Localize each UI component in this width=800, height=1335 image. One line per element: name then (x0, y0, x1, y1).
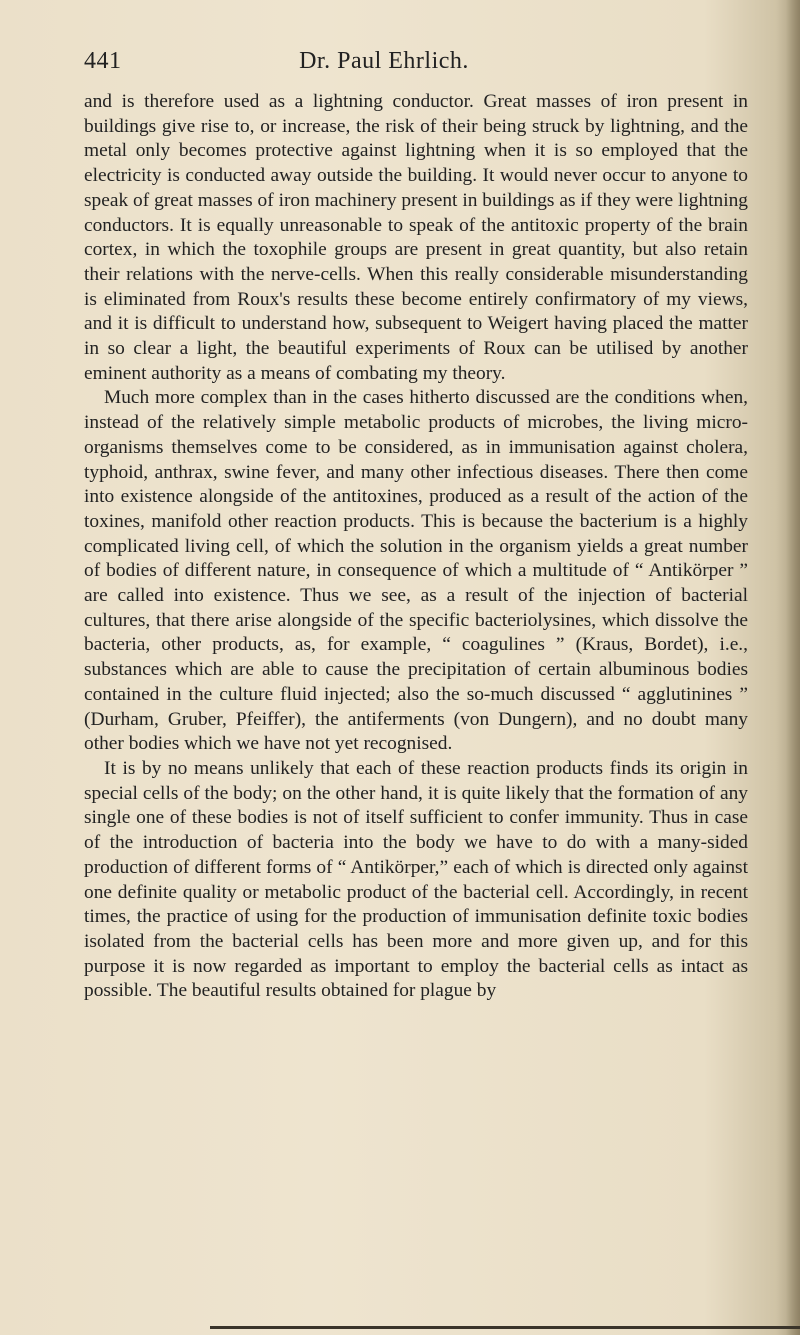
page-header (84, 48, 684, 84)
bottom-rule (210, 1326, 800, 1329)
paragraph-lightning-conductor: and is therefore used as a lightning conductor. Great masses of iron present in buildings give rise to, or increase, the risk of their being struck by lightning, and the metal only becomes protective against lightning when it is so employed that the electricity is conducted away outside the building. It would never occur to anyone to speak of great masses of iron machinery present in buildings as if they were lightning conductors. It is equally unreasonable to speak of the antitoxic property of the brain cortex, in which the toxophile groups are present in great quantity, but also retain their relations with the nerve-cells. When this really considerable misunderstanding is eliminated from Roux's results these become entirely confirmatory of my views, and it is difficult to understand how, subsequent to Weigert having placed the matter in so clear a light, the beautiful experiments of Roux can be utilised by another eminent authority as a means of combating my theory. (84, 91, 748, 384)
body-text (84, 90, 748, 1004)
page-edge-shadow (786, 0, 800, 1335)
paragraph-reaction-products: It is by no means unlikely that each of these reaction products finds its origin in special cells of the body; on the other hand, it is quite likely that the formation of any single one of these bodies is not of itself sufficient to confer immunity. Thus in case of the introduction of bacteria into the body we have to do with a many-sided production of different forms of “ Antikörper,” each of which is directed only against one definite quality or metabolic product of the bacterial cell. Accordingly, in recent times, the practice of using for the production of immunisation definite toxic bodies isolated from the bacterial cells has been more and more given up, and for this purpose it is now regarded as important to employ the bacterial cells as intact as possible. The beautiful results obtained for plague by (84, 757, 748, 1002)
running-head: Dr. Paul Ehrlich. (299, 48, 469, 74)
paragraph-complex-conditions: Much more complex than in the cases hitherto discussed are the conditions when, instead of the relatively simple metabolic products of microbes, the living micro-organisms themselves come to be considered, as in immunisation against cholera, typhoid, anthrax, swine fever, and many other infectious diseases. There then come into existence alongside of the antitoxines, produced as a result of the action of the toxines, manifold other reaction products. This is because the bacterium is a highly complicated living cell, of which the solution in the organism yields a great number of bodies of different nature, in consequence of which a multitude of “ Antikörper ” are called into existence. Thus we see, as a result of the injection of bacterial cultures, that there arise alongside of the specific bacteriolysines, which dissolve the bacteria, other products, as, for example, “ coagulines ” (Kraus, Bordet), i.e., substances which are able to cause the precipitation of certain albuminous bodies contained in the culture fluid injected; also the so-much discussed “ agglutinines ” (Durham, Gruber, Pfeiffer), the antiferments (von Dungern), and no doubt many other bodies which we have not yet recognised. (84, 387, 748, 755)
page-number: 441 (84, 48, 122, 74)
